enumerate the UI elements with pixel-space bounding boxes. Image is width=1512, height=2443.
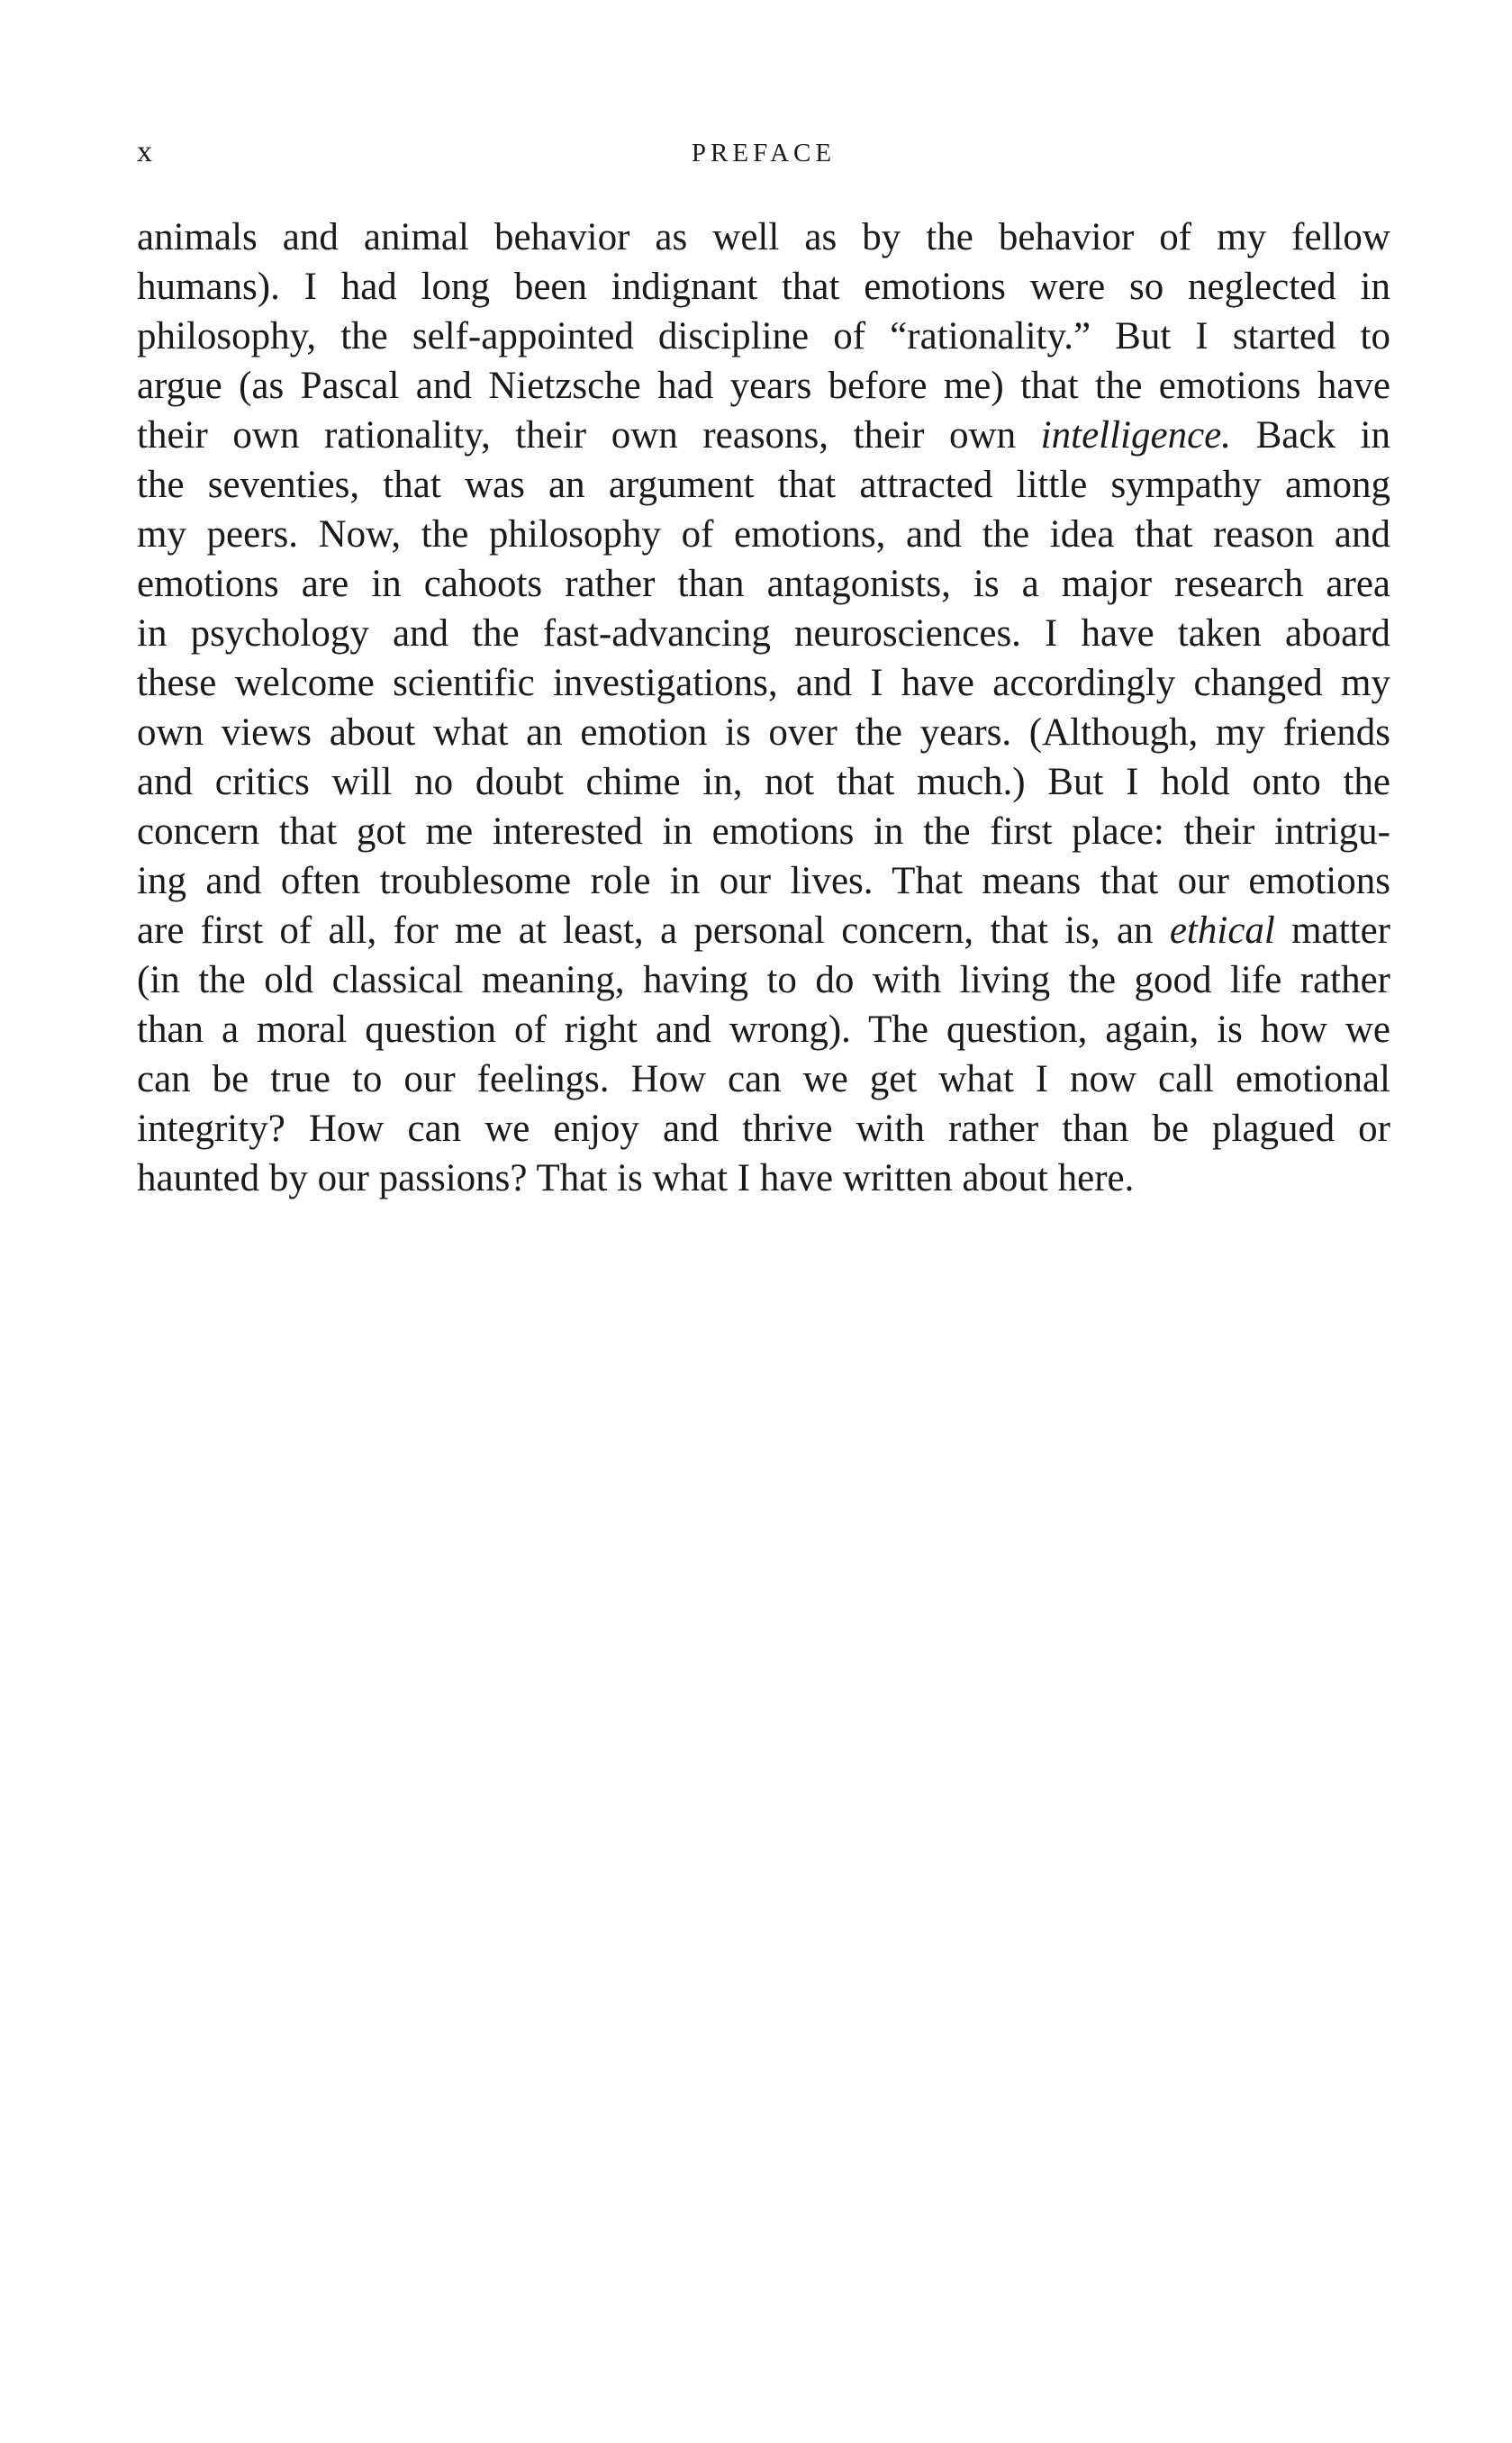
text-line: my peers. Now, the philosophy of emotions, and the idea that reason and	[137, 513, 1390, 556]
text-line: philosophy, the self-appointed discipline of “rationality.” But I started to	[137, 315, 1390, 357]
body-paragraph	[137, 213, 1390, 1203]
text-line: animals and animal behavior as well as by the behavior of my fellow	[137, 216, 1390, 258]
running-title: PREFACE	[691, 139, 837, 167]
text-line: integrity? How can we enjoy and thrive with rather than be plagued or	[137, 1108, 1390, 1150]
text-line: own views about what an emotion is over the years. (Although, my friends	[137, 711, 1390, 754]
text-line: (in the old classical meaning, having to do with living the good life rather	[137, 959, 1390, 1001]
text-line: these welcome scientific investigations, and I have accordingly changed my	[137, 662, 1390, 704]
text-line: than a moral question of right and wrong). The question, again, is how we	[137, 1009, 1390, 1051]
text-line: are first of all, for me at least, a personal concern, that is, an ethical matter	[137, 909, 1390, 952]
text-line: humans). I had long been indignant that emotions were so neglected in	[137, 266, 1390, 308]
italic-emphasis: intelligence.	[1040, 414, 1231, 457]
text-line: argue (as Pascal and Nietzsche had years before me) that the emotions have	[137, 365, 1390, 407]
text-line: can be true to our feelings. How can we get what I now call emotional	[137, 1058, 1390, 1100]
page-number: x	[137, 135, 153, 168]
running-head	[137, 135, 1390, 171]
text-line: and critics will no doubt chime in, not that much.) But I hold onto the	[137, 761, 1390, 803]
text-line: the seventies, that was an argument that attracted little sympathy among	[137, 464, 1390, 506]
text-line: in psychology and the fast-advancing neurosciences. I have taken aboard	[137, 612, 1390, 655]
text-line: emotions are in cahoots rather than antagonists, is a major research area	[137, 563, 1390, 605]
italic-emphasis: ethical	[1169, 909, 1275, 952]
text-line: their own rationality, their own reasons, their own intelligence. Back in	[137, 414, 1390, 457]
text-line: haunted by our passions? That is what I have written about here.	[137, 1157, 1135, 1199]
text-line: ing and often troublesome role in our lives. That means that our emotions	[137, 860, 1390, 902]
text-line: concern that got me interested in emotions in the first place: their intrigu-	[137, 810, 1390, 853]
